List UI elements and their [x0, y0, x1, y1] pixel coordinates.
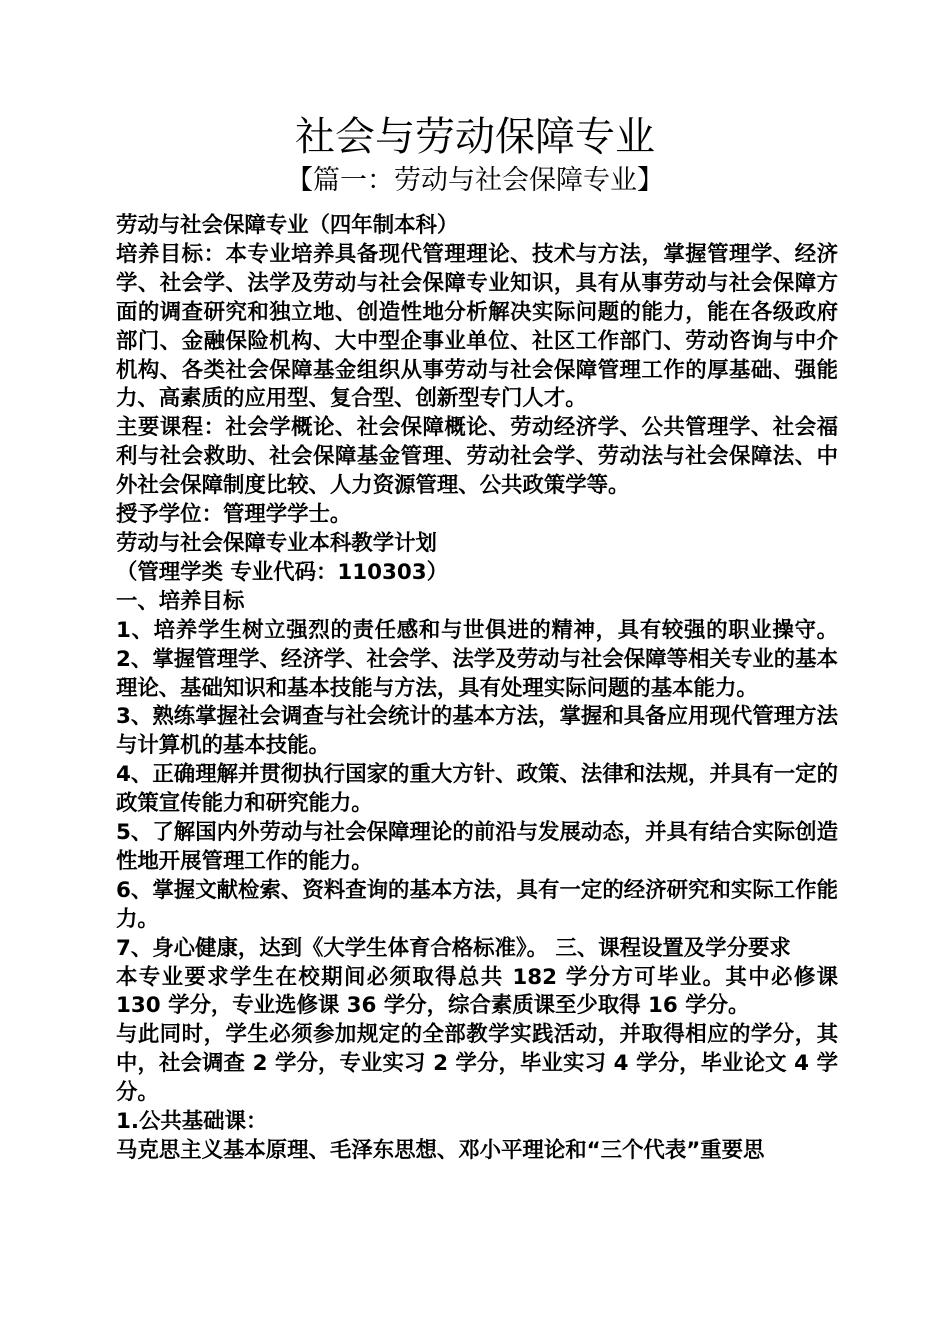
section-heading-public-courses: 1.公共基础课： — [116, 1109, 268, 1135]
paragraph-objective-1-2: 1、培养学生树立强烈的责任感和与世俱进的精神，具有较强的职业操守。 2、掌握管理学、经济学、社会学、法学及劳动与社会保障等相关专业的基本理论、基础知识和基本技能与方法，具有处理实际问题的基本能力。 — [116, 617, 838, 701]
section-heading-objectives: 一、培养目标 — [116, 588, 245, 614]
paragraph-main-courses: 主要课程：社会学概论、社会保障概论、劳动经济学、公共管理学、社会福利与社会救助、社会保障基金管理、劳动社会学、劳动法与社会保障法、中外社会保障制度比较、人力资源管理、公共政策学等。 — [116, 415, 838, 499]
paragraph-objective-7: 7、身心健康，达到《大学生体育合格标准》。 三、课程设置及学分要求 — [116, 935, 791, 961]
paragraph-credit-requirements: 本专业要求学生在校期间必须取得总共 182 学分方可毕业。其中必修课 130 学分，专业选修课 36 学分，综合素质课至少取得 16 学分。 — [116, 964, 838, 1019]
paragraph-degree: 授予学位：管理学学士。 — [116, 502, 352, 528]
paragraph-training-objective: 培养目标：本专业培养具备现代管理理论、技术与方法，掌握管理学、经济学、社会学、法学及劳动与社会保障专业知识，具有从事劳动与社会保障方面的调查研究和独立地、创造性地分析解决实际问题的能力，能在各级政府部门、金融保险机构、大中型企事业单位、社区工作部门、劳动咨询与中介机构、各类社会保障基金组织从事劳动与社会保障管理工作的厚基础、强能力、高素质的应用型、复合型、创新型专门人才。 — [116, 241, 838, 412]
paragraph-program-code: （管理学类 专业代码：110303） — [116, 559, 449, 585]
paragraph-objective-6: 6、掌握文献检索、资料查询的基本方法，具有一定的经济研究和实际工作能力。 — [116, 877, 838, 932]
document-subtitle: 【篇一：劳动与社会保障专业】 — [286, 165, 664, 196]
paragraph-objective-5: 5、了解国内外劳动与社会保障理论的前沿与发展动态，并具有结合实际创造性地开展管理工作的能力。 — [116, 820, 838, 874]
paragraph-teaching-plan: 劳动与社会保障专业本科教学计划 — [116, 530, 437, 556]
paragraph-objective-4: 4、正确理解并贯彻执行国家的重大方针、政策、法律和法规，并具有一定的政策宣传能力和研究能力。 — [116, 762, 838, 817]
document-title: 社会与劳动保障专业 — [295, 114, 655, 160]
paragraph-objective-3: 3、熟练掌握社会调查与社会统计的基本方法，掌握和具备应用现代管理方法与计算机的基本技能。 — [116, 704, 838, 759]
paragraph-program-heading: 劳动与社会保障专业（四年制本科） — [116, 213, 459, 238]
paragraph-practice-credits: 与此同时，学生必须参加规定的全部教学实践活动，并取得相应的学分，其中，社会调查 2 学分，专业实习 2 学分，毕业实习 4 学分，毕业论文 4 学分。 — [116, 1022, 838, 1106]
document-body — [116, 212, 838, 1166]
paragraph-public-courses: 马克思主义基本原理、毛泽东思想、邓小平理论和“三个代表”重要思 — [116, 1138, 765, 1163]
